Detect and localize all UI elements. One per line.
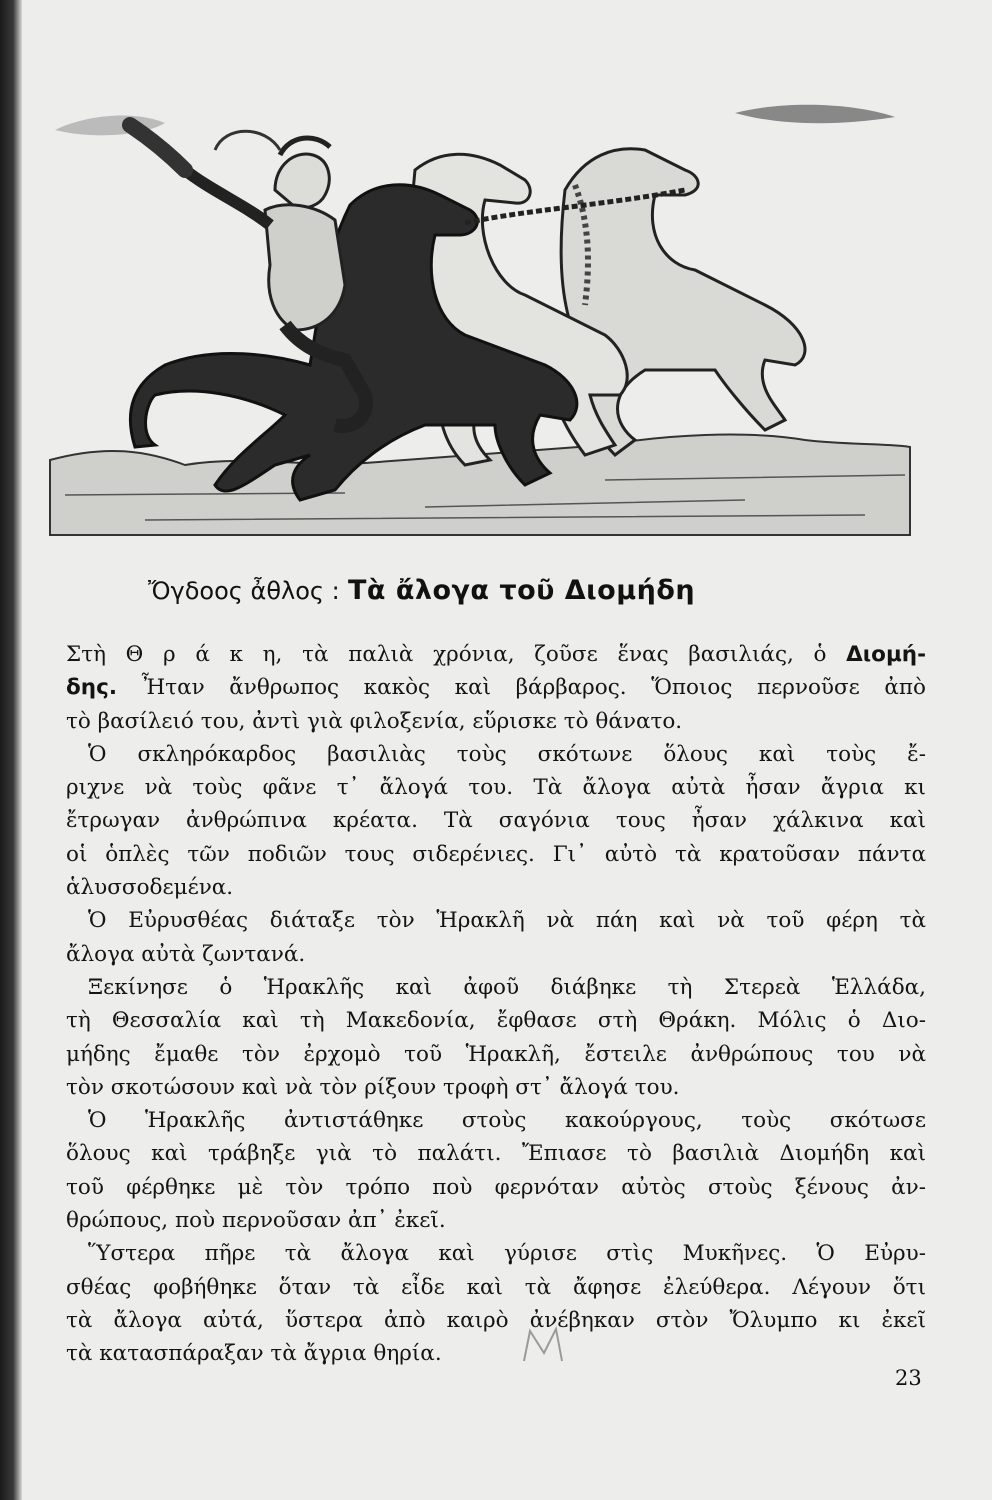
- bold-name: δης.: [66, 675, 117, 701]
- chapter-heading: [148, 575, 908, 606]
- text-line: [66, 738, 926, 771]
- line-text: ριχνε νὰ τοὺς φᾶνε τ᾿ ἄλογά του. Τὰ ἄλογα αὐτὰ ἦσαν ἄγρια κι: [66, 775, 926, 801]
- horse-light-back: [561, 149, 805, 455]
- text-line: [66, 1237, 926, 1270]
- cloud-right: [735, 105, 895, 124]
- line-text: Ὁ Ἡρακλῆς ἀντιστάθηκε στοὺς κακούργους, τοὺς σκότωσε: [88, 1108, 926, 1134]
- line-text: ἁλυσσοδεμένα.: [66, 875, 234, 901]
- line-text: τὰ κατασπάραξαν τὰ ἄγρια θηρία.: [66, 1341, 442, 1367]
- text-line: [66, 1171, 926, 1204]
- line-text: τὸν σκοτώσουν καὶ νὰ τὸν ρίξουν τροφὴ στ᾿ ἄλογά του.: [66, 1074, 680, 1100]
- text-line: [66, 1204, 926, 1237]
- text-line: [66, 904, 926, 937]
- book-spine: [0, 0, 22, 1500]
- line-text: Ξεκίνησε ὁ Ἡρακλῆς καὶ ἀφοῦ διάβηκε τὴ Στερεὰ Ἑλλάδα,: [88, 974, 926, 1000]
- text-line: [66, 1137, 926, 1170]
- text-line: [66, 1271, 926, 1304]
- line-text: Ὁ σκληρόκαρδος βασιλιὰς τοὺς σκότωνε ὅλους καὶ τοὺς ἔ-: [88, 741, 926, 767]
- text-line: [66, 1038, 926, 1071]
- text-line: [66, 638, 926, 671]
- pencil-mark: [520, 1325, 570, 1365]
- text-line: [66, 771, 926, 804]
- line-text: Ὁ Εὐρυσθέας διάταξε τὸν Ἡρακλῆ νὰ πάη καὶ νὰ τοῦ φέρη τὰ: [88, 908, 926, 934]
- line-text: τὸ βασίλειό του, ἀντὶ γιὰ φιλοξενία, εὕρισκε τὸ θάνατο.: [66, 708, 683, 734]
- line-text: Στὴ Θ ρ ά κ η, τὰ παλιὰ χρόνια, ζοῦσε ἕνας βασιλιάς, ὁ: [66, 642, 847, 667]
- chapter-title: Τὰ ἄλογα τοῦ Διομήδη: [347, 575, 696, 606]
- chapter-prefix: Ὄγδοος ἆθλος :: [148, 577, 340, 605]
- text-line: [66, 804, 926, 837]
- line-text: μήδης ἔμαθε τὸν ἐρχομὸ τοῦ Ἡρακλῆ, ἔστειλε ἀνθρώπους του νὰ: [66, 1041, 926, 1067]
- hercules-horses-illustration: [45, 95, 915, 545]
- line-text: οἱ ὁπλὲς τῶν ποδιῶν τους σιδερένιες. Γι᾿ αὐτὸ τὰ κρατοῦσαν πάντα: [66, 841, 926, 867]
- text-line: [66, 971, 926, 1004]
- text-line: [66, 838, 926, 871]
- line-text: τοῦ φέρθηκε μὲ τὸν τρόπο ποὺ φερνόταν αὐτὸς στοὺς ξένους ἀν-: [66, 1174, 926, 1200]
- text-line: [66, 1071, 926, 1104]
- line-text: τὰ ἄλογα αὐτά, ὕστερα ἀπὸ καιρὸ ἀνέβηκαν στὸν Ὄλυμπο κι ἐκεῖ: [66, 1307, 926, 1333]
- story-text: [66, 638, 926, 1371]
- bold-name: Διομή-: [846, 642, 926, 667]
- text-line: [66, 671, 926, 704]
- text-line: [66, 1304, 926, 1337]
- text-line: [66, 1337, 926, 1370]
- text-line: [66, 705, 926, 738]
- page-number: 23: [895, 1366, 922, 1390]
- line-text: ἔτρωγαν ἀνθρώπινα κρέατα. Τὰ σαγόνια τους ἦσαν χάλκινα καὶ: [66, 808, 926, 834]
- line-text: σθέας φοβήθηκε ὅταν τὰ εἶδε καὶ τὰ ἄφησε ἐλεύθερα. Λέγουν ὅτι: [66, 1274, 926, 1300]
- line-text: θρώπους, ποὺ περνοῦσαν ἀπ᾿ ἐκεῖ.: [66, 1208, 446, 1234]
- line-text: ἄλογα αὐτὰ ζωντανά.: [66, 941, 306, 967]
- line-text: Ἦταν ἄνθρωπος κακὸς καὶ βάρβαρος. Ὅποιος περνοῦσε ἀπὸ: [117, 675, 926, 701]
- line-text: τὴ Θεσσαλία καὶ τὴ Μακεδονία, ἔφθασε στὴ Θράκη. Μόλις ὁ Διο-: [66, 1008, 926, 1034]
- line-text: Ὕστερα πῆρε τὰ ἄλογα καὶ γύρισε στὶς Μυκῆνες. Ὁ Εὐρυ-: [88, 1241, 926, 1267]
- text-line: [66, 871, 926, 904]
- text-line: [66, 1004, 926, 1037]
- text-line: [66, 1104, 926, 1137]
- text-line: [66, 938, 926, 971]
- line-text: ὅλους καὶ τράβηξε γιὰ τὸ παλάτι. Ἔπιασε τὸ βασιλιὰ Διομήδη καὶ: [66, 1141, 926, 1167]
